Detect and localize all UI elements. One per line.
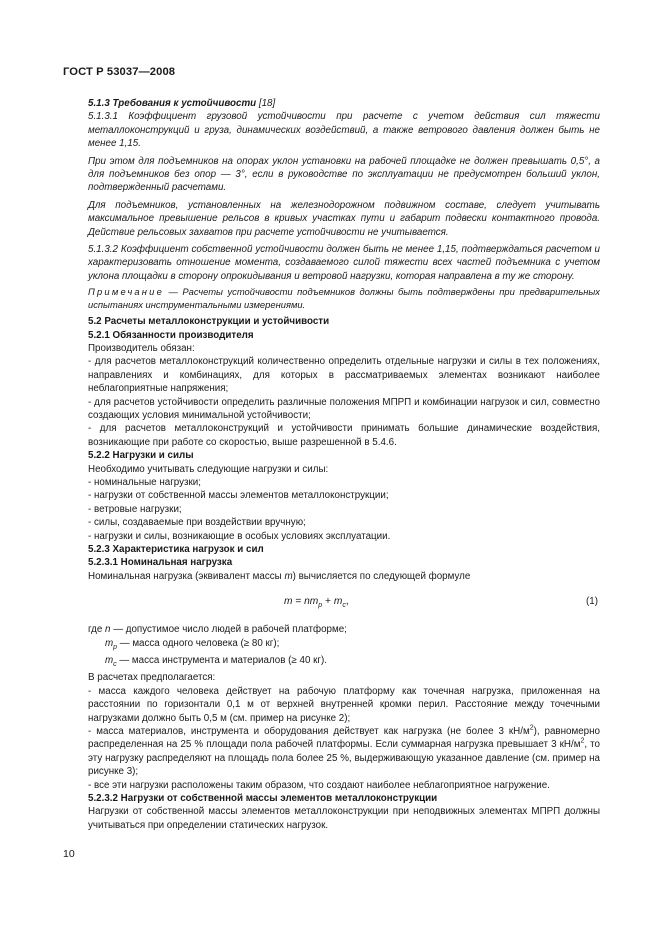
page-number: 10 (63, 848, 75, 860)
list-item: - все эти нагрузки расположены таким образом, что создают наиболее неблагоприятное нагружение. (88, 779, 550, 791)
section-5-2-3-heading: 5.2.3 Характеристика нагрузок и сил (88, 544, 264, 555)
list-item: - нагрузки от собственной массы элементов металлоконструкции; (88, 490, 389, 502)
list-item: - масса каждого человека действует на рабочую платформу как точечная нагрузка, приложенная на расстоянии по горизонтали 0,1 м от верхней внутренней кромки перил. Расстояние между точечными нагрузками должно быть 0,5 м (см. пример на рисунке 2); (88, 685, 600, 724)
formula-legend (88, 623, 600, 671)
section-5-2-1-heading: 5.2.1 Обязанности производителя (88, 329, 254, 341)
legend-line-n: где n — допустимое число людей в рабочей платформе; (88, 624, 347, 636)
section-5-2-heading: 5.2 Расчеты металлоконструкции и устойчивости (88, 316, 330, 328)
section-5-2-3-2-heading: 5.2.3.2 Нагрузки от собственной массы элементов металлоконструкции (88, 793, 438, 804)
document-header: ГОСТ Р 53037—2008 (63, 66, 176, 78)
paragraph-railway: Для подъемников, установленных на железнодорожном подвижном составе, следует учитывать максимальное превышение рельсов в кривых участках пути и габарит подвески контактного провода. Действие рельсовых захватов при расчете устойчивости не учитывается. (88, 199, 600, 238)
legend-line-mc: $m_c$ — масса инструмента и материалов (≥ 40 кг). (105, 654, 327, 668)
paragraph-slope: При этом для подъемников на опорах уклон установки на рабочей площадке не должен превышать 0,5°, а для подъемников без опор — 3°, если в руководстве по эксплуатации не предусмотрен больший уклон, подтвержденный расчетами. (88, 155, 600, 194)
formula-expression: $m = nm_p + m_c$, (284, 596, 349, 610)
note (88, 286, 600, 311)
section-5-2-2-heading: 5.2.2 Нагрузки и силы (88, 450, 194, 462)
document-body (88, 97, 600, 832)
legend-line-mp: $m_p$ — масса одного человека (≥ 80 кг); (105, 637, 280, 651)
list-item: - ветровые нагрузки; (88, 503, 182, 515)
section-5-1-3-heading: 5.1.3 Требования к устойчивости [18] (88, 98, 276, 109)
loads-intro: Необходимо учитывать следующие нагрузки и силы: (88, 463, 329, 475)
paragraph-5-1-3-1: 5.1.3.1 Коэффициент грузовой устойчивости при расчете с учетом действия сил тяжести металлоконструкций и груза, динамических воздействий, а также ветрового давления должен быть не менее 1,15. (88, 111, 600, 150)
section-5-2-3-1-heading: 5.2.3.1 Номинальная нагрузка (88, 557, 233, 569)
list-item: - для расчетов металлоконструкций количественно определить отдельные нагрузки и силы в тех положениях, направлениях и комбинациях, для которых в рассматриваемых элементах возникают наиболее неблагоприятные напряжения; (88, 356, 600, 395)
list-item: - для расчетов устойчивости определить различные положения МПРП и комбинации нагрузок и сил, совместно создающих условия минимальной устойчивости; (88, 396, 600, 421)
note-label: Примечание (88, 286, 164, 298)
manufacturer-intro: Производитель обязан: (88, 342, 195, 354)
paragraph-self-weight: Нагрузки от собственной массы элементов металлоконструкции при неподвижных элементах МПРП должны учитываться при определении статических нагрузок. (88, 806, 600, 831)
paragraph-5-1-3-2: 5.1.3.2 Коэффициент собственной устойчивости должен быть не менее 1,15, подтверждаться расчетом и характеризовать отношение момента, создаваемого силой тяжести всех частей подъемника с учетом уклона площадки в сторону опрокидывания и ветровой нагрузки, которая направлена в ту же сторону. (88, 244, 600, 282)
calc-intro: В расчетах предполагается: (88, 672, 216, 684)
nominal-load-intro: Номинальная нагрузка (эквивалент массы m) вычисляется по следующей формуле (88, 570, 471, 582)
list-item: - нагрузки и силы, возникающие в особых условиях эксплуатации. (88, 530, 391, 542)
list-item: - номинальные нагрузки; (88, 476, 201, 488)
list-item: - для расчетов металлоконструкций и устойчивости принимать большие динамические воздействия, возникающие при работе со скоростью, выше разрешенной в 5.4.6. (88, 423, 600, 448)
list-item: - силы, создаваемые при воздействии вручную; (88, 517, 306, 529)
formula-number: (1) (586, 596, 598, 608)
list-item: - масса материалов, инструмента и оборудования действует как нагрузка (не более 3 $кН/м^2$), равномерно распределенная на 25 % площади пола рабочей платформы. Если суммарная нагрузка превышает 3 $кН/м^2$, то эту нагрузку распределяют на площадь пола более 25 %, выдерживающую указанное давление (см. пример на рисунке 3); (88, 724, 600, 778)
note-text: — Расчеты устойчивости подъемников должны быть подтверждены при предварительных испытаниях инструментальными измерениями. (88, 286, 600, 310)
formula-1 (88, 591, 600, 621)
